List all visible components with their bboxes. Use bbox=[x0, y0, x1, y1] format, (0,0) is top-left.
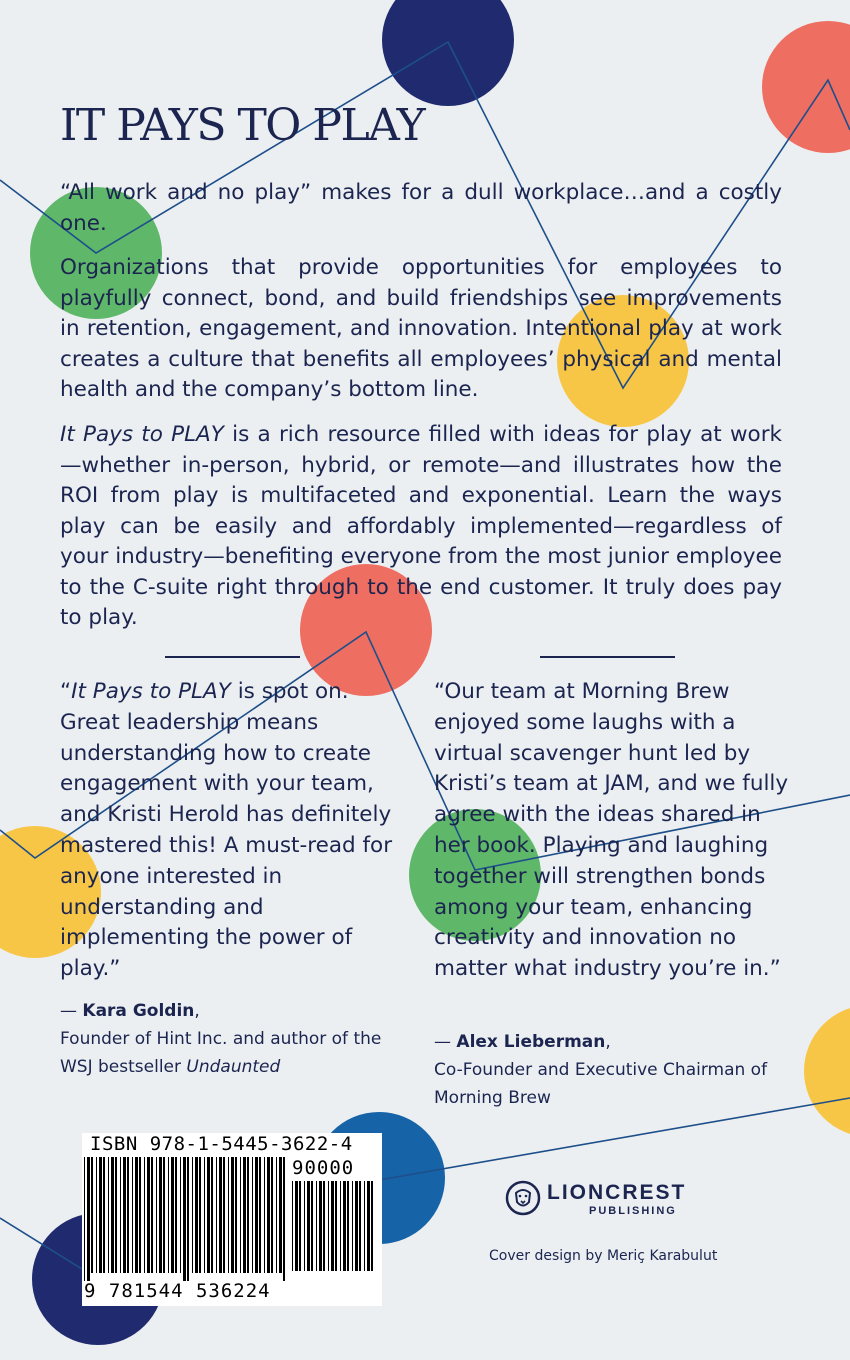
barcode-bar bbox=[235, 1157, 237, 1273]
barcode-bar bbox=[216, 1157, 217, 1273]
barcode-bar bbox=[247, 1157, 249, 1273]
barcode-bar bbox=[163, 1157, 165, 1273]
barcode-bar bbox=[328, 1181, 329, 1271]
addon-price-code: 90000 bbox=[292, 1157, 355, 1179]
barcode-bar bbox=[367, 1181, 370, 1271]
barcode-bar bbox=[340, 1181, 341, 1271]
barcode-bar bbox=[199, 1157, 201, 1273]
barcode-bar bbox=[352, 1181, 353, 1271]
attribution-comma: , bbox=[605, 1032, 611, 1052]
barcode-bar bbox=[115, 1157, 117, 1273]
barcode-bar bbox=[283, 1157, 285, 1281]
barcode-bar bbox=[359, 1181, 361, 1271]
barcode-bar bbox=[240, 1157, 241, 1273]
barcode-bar bbox=[195, 1157, 198, 1273]
barcode-bar bbox=[343, 1181, 346, 1271]
barcode-bar bbox=[147, 1157, 150, 1273]
barcode-bar bbox=[243, 1157, 246, 1273]
attribution-role: Founder of Hint Inc. and author of the WSJ bestseller bbox=[60, 1029, 382, 1077]
barcode-bar bbox=[259, 1157, 261, 1273]
barcode-bar bbox=[171, 1157, 174, 1273]
quote-book-title: It Pays to PLAY bbox=[71, 679, 231, 704]
intro-organizations-paragraph: Organizations that provide opportunities for employees to playfully connect, bond, and build friendships see improvements in retention, engagement, and innovation. Intentional play at work creates a culture that benefits all employees’ physical and mental health and the company’s bottom line. bbox=[60, 255, 782, 402]
barcode-bar bbox=[159, 1157, 162, 1273]
barcode-bar bbox=[335, 1181, 337, 1271]
barcode-bar bbox=[223, 1157, 225, 1273]
lion-icon bbox=[505, 1180, 541, 1216]
barcode-bar bbox=[183, 1157, 186, 1281]
barcode-bar bbox=[151, 1157, 153, 1273]
barcode-bar bbox=[180, 1157, 181, 1273]
barcode-bar bbox=[299, 1181, 301, 1271]
barcode-bar bbox=[255, 1157, 258, 1273]
barcode-bar bbox=[156, 1157, 157, 1273]
barcode-bar bbox=[187, 1157, 189, 1281]
barcode-bar bbox=[279, 1157, 282, 1273]
barcode-bar bbox=[84, 1157, 85, 1281]
barcode-bar bbox=[264, 1157, 265, 1273]
yellow-dot-right-edge bbox=[804, 1005, 850, 1137]
isbn-label: ISBN 978-1-5445-3622-4 bbox=[90, 1133, 353, 1155]
barcode-bar bbox=[111, 1157, 114, 1273]
barcode-bar bbox=[347, 1181, 349, 1271]
book-paragraph-text: is a rich resource filled with ideas for play at work—whether in-person, hybrid, or remote—and illustrates how the ROI from play is multifaceted and exponential. Learn the ways play can be easily and affordably implemented—regardless of your industry—benefiting everyone from the most junior employee to the C-suite right through to the end customer. It truly does pay to play. bbox=[60, 422, 782, 630]
barcode-bar bbox=[307, 1181, 310, 1271]
divider-left bbox=[165, 656, 300, 658]
barcode-bar bbox=[267, 1157, 270, 1273]
attribution-right bbox=[434, 1028, 794, 1112]
barcode-bar bbox=[120, 1157, 121, 1273]
barcode-bar bbox=[168, 1157, 169, 1273]
attribution-dash: — bbox=[60, 1001, 83, 1021]
barcode-bar bbox=[211, 1157, 213, 1273]
barcode-bar bbox=[192, 1157, 193, 1273]
barcode-bar bbox=[207, 1157, 210, 1273]
barcode-bar bbox=[228, 1157, 229, 1273]
ean-digits: 9 781544 536224 bbox=[84, 1280, 271, 1302]
ean-bars bbox=[82, 1157, 287, 1281]
barcode-bar bbox=[276, 1157, 277, 1273]
divider-right bbox=[540, 656, 675, 658]
attribution-left bbox=[60, 997, 400, 1081]
publisher-name: LIONCREST bbox=[547, 1181, 687, 1204]
barcode-bar bbox=[219, 1157, 222, 1273]
attribution-comma: , bbox=[194, 1001, 200, 1021]
barcode-bar bbox=[304, 1181, 305, 1271]
testimonial-left bbox=[60, 677, 400, 985]
quote-text: is spot on. Great leadership means understanding how to create engagement with your team, and Kristi Herold has definitely mastered this! A must-read for anyone interested in understanding and implementing the power of play.” bbox=[60, 679, 393, 982]
quote-open-mark: “ bbox=[60, 679, 72, 704]
barcode-bar bbox=[87, 1157, 90, 1281]
coral-dot-top-right bbox=[762, 21, 850, 153]
barcode-bar bbox=[252, 1157, 253, 1273]
testimonial-right: “Our team at Morning Brew enjoyed some laughs with a virtual scavenger hunt led by Kristi’s team at JAM, and we fully agree with the ideas shared in her book. Playing and laughing together will strengthen bonds among your team, enhancing creativity and innovation no matter what industry you’re in.” bbox=[434, 679, 789, 982]
publisher-subtitle: PUBLISHING bbox=[589, 1205, 677, 1217]
publisher-logo bbox=[505, 1178, 715, 1222]
barcode-bar bbox=[295, 1181, 298, 1271]
barcode-bar bbox=[316, 1181, 317, 1271]
barcode-bar bbox=[144, 1157, 145, 1273]
barcode-bar bbox=[108, 1157, 109, 1273]
attribution-role: Co-Founder and Executive Chairman of Morning Brew bbox=[434, 1060, 768, 1108]
isbn-barcode bbox=[82, 1133, 382, 1306]
attribution-dash: — bbox=[434, 1032, 457, 1052]
intro-book-paragraph bbox=[60, 420, 782, 634]
barcode-bar bbox=[231, 1157, 234, 1273]
attribution-book: Undaunted bbox=[186, 1057, 281, 1077]
barcode-bar bbox=[371, 1181, 373, 1271]
barcode-bar bbox=[204, 1157, 205, 1273]
book-title: IT PAYS TO PLAY bbox=[60, 100, 425, 151]
barcode-bar bbox=[103, 1157, 105, 1273]
barcode-bar bbox=[355, 1181, 358, 1271]
intro-lead-paragraph: “All work and no play” makes for a dull workplace…and a costly one. bbox=[60, 180, 782, 236]
navy-dot-top bbox=[382, 0, 514, 106]
barcode-bar bbox=[364, 1181, 365, 1271]
barcode-bar bbox=[175, 1157, 177, 1273]
attribution-name: Kara Goldin bbox=[82, 1001, 195, 1021]
barcode-bar bbox=[135, 1157, 138, 1273]
attribution-name: Alex Lieberman bbox=[456, 1032, 606, 1052]
barcode-bar bbox=[331, 1181, 334, 1271]
barcode-bar bbox=[323, 1181, 325, 1271]
barcode-bar bbox=[99, 1157, 102, 1273]
barcode-bar bbox=[96, 1157, 97, 1273]
barcode-bar bbox=[123, 1157, 126, 1273]
barcode-bar bbox=[319, 1181, 322, 1271]
barcode-bar bbox=[91, 1157, 93, 1273]
barcode-bar bbox=[311, 1181, 313, 1271]
barcode-bar bbox=[139, 1157, 141, 1273]
book-title-italic: It Pays to PLAY bbox=[60, 422, 224, 447]
addon-bars bbox=[290, 1181, 376, 1279]
cover-design-credit: Cover design by Meriç Karabulut bbox=[489, 1248, 718, 1264]
barcode-bar bbox=[292, 1181, 293, 1271]
barcode-bar bbox=[271, 1157, 273, 1273]
barcode-bar bbox=[127, 1157, 129, 1273]
barcode-bar bbox=[132, 1157, 133, 1273]
